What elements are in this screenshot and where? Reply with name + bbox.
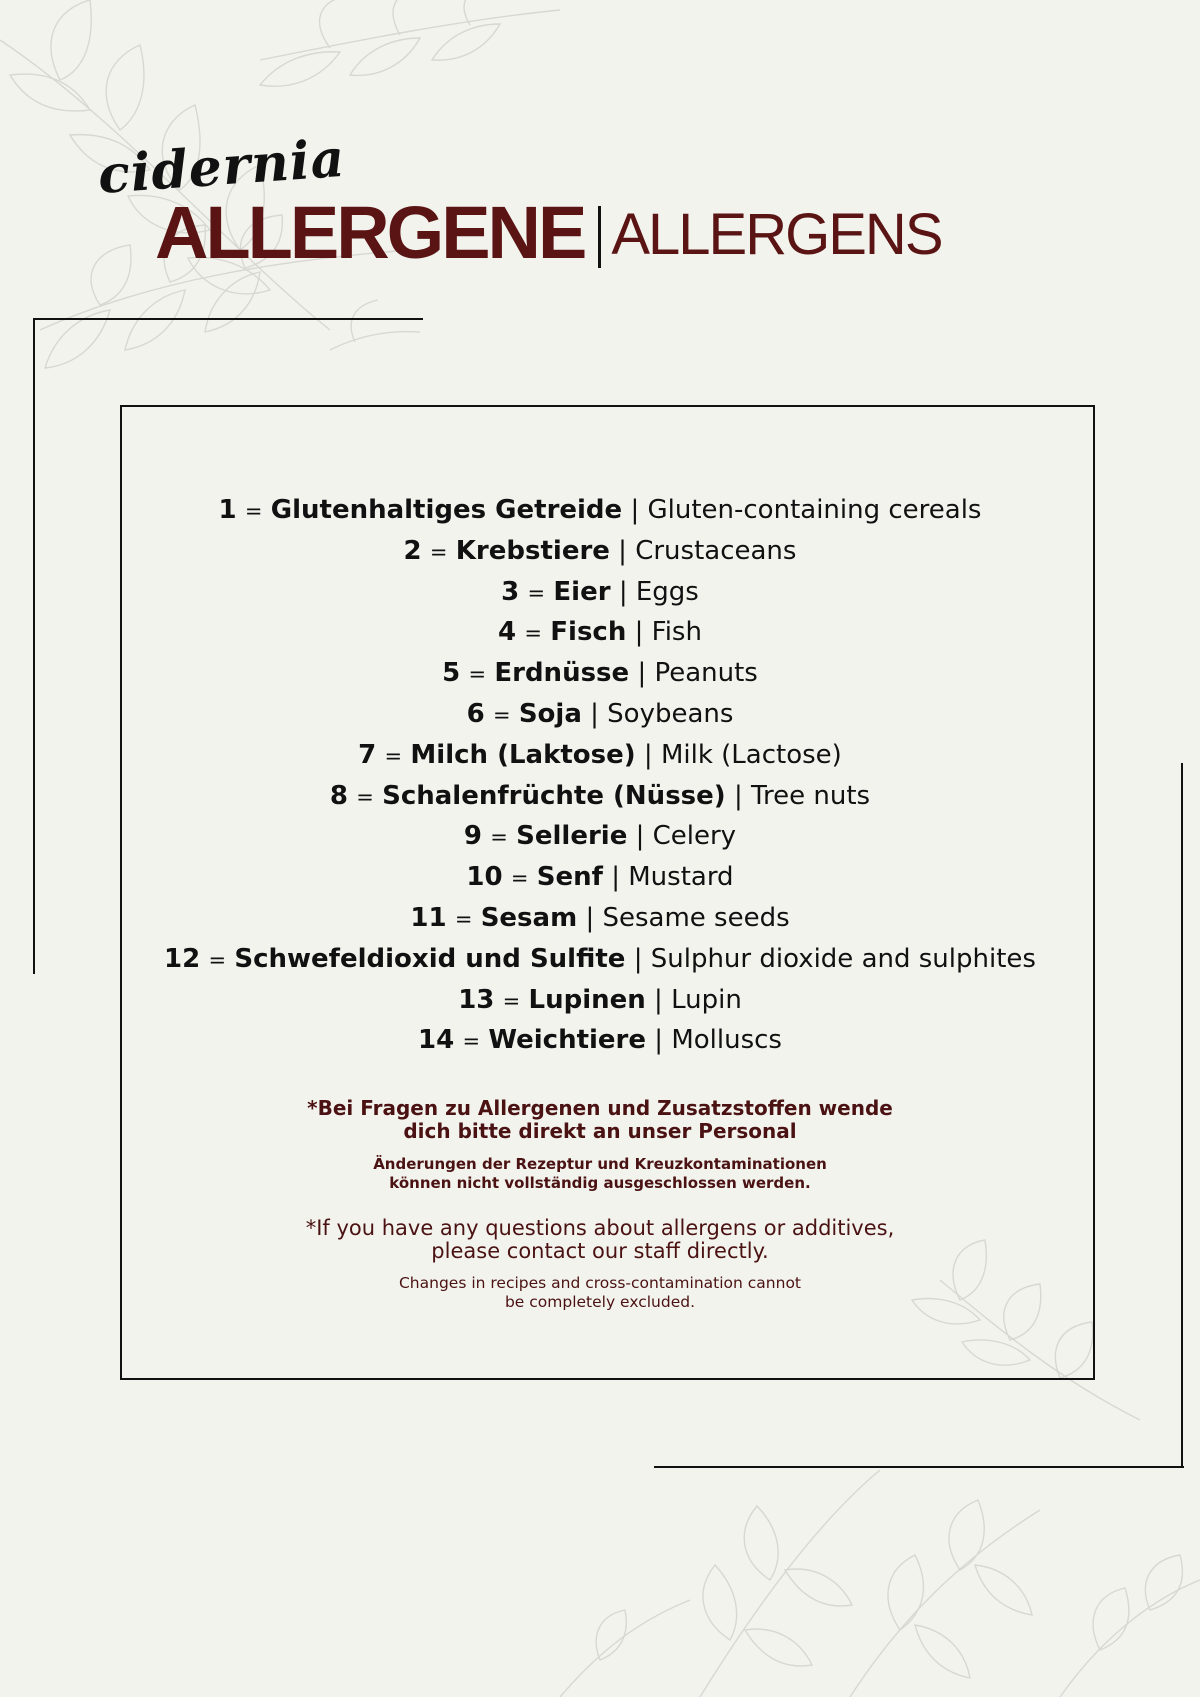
cidernia-logo: cidernia — [96, 127, 348, 206]
title-divider — [598, 206, 601, 268]
allergen-item-5: 5 = Erdnüsse | Peanuts — [442, 658, 758, 689]
allergen-item-7: 7 = Milch (Laktose) | Milk (Lactose) — [358, 739, 842, 770]
allergen-item-14: 14 = Weichtiere | Molluscs — [418, 1025, 782, 1056]
corner-line-top-left-horizontal — [33, 318, 423, 320]
note-english-main — [120, 1217, 1080, 1263]
note-english-disclaimer — [120, 1274, 1080, 1312]
allergen-item-1: 1 = Glutenhaltiges Getreide | Gluten-containing cereals — [218, 495, 982, 525]
allergen-item-12: 12 = Schwefeldioxid und Sulfite | Sulphur dioxide and sulphites — [164, 943, 1036, 974]
allergen-item-10: 10 = Senf | Mustard — [466, 862, 734, 893]
title-english: ALLERGENS — [611, 202, 942, 267]
note-line: Änderungen der Rezeptur und Kreuzkontaminationen — [373, 1155, 827, 1173]
allergen-item-11: 11 = Sesam | Sesame seeds — [410, 902, 790, 933]
note-german-disclaimer — [120, 1155, 1080, 1193]
note-german-main — [120, 1097, 1080, 1143]
title-german: ALLERGENE — [155, 191, 585, 274]
note-line: *Bei Fragen zu Allergenen und Zusatzstoffen wende — [307, 1096, 893, 1120]
allergen-item-3: 3 = Eier | Eggs — [501, 576, 699, 607]
corner-line-bottom-right-horizontal — [654, 1466, 1184, 1468]
allergen-list — [120, 490, 1080, 1061]
note-line: be completely excluded. — [504, 1293, 696, 1311]
note-line: dich bitte direkt an unser Personal — [403, 1119, 797, 1143]
corner-line-top-left-vertical — [33, 318, 35, 974]
allergen-item-8: 8 = Schalenfrüchte (Nüsse) | Tree nuts — [329, 780, 871, 811]
note-line: können nicht vollständig ausgeschlossen werden. — [389, 1174, 811, 1192]
allergen-item-4: 4 = Fisch | Fish — [498, 617, 702, 648]
note-line: please contact our staff directly. — [431, 1239, 769, 1263]
note-line: Changes in recipes and cross-contamination cannot — [398, 1274, 802, 1292]
allergen-item-13: 13 = Lupinen | Lupin — [458, 984, 742, 1015]
corner-line-bottom-right-vertical — [1181, 763, 1183, 1467]
allergen-item-2: 2 = Krebstiere | Crustaceans — [403, 535, 797, 566]
allergen-item-9: 9 = Sellerie | Celery — [463, 821, 737, 852]
page-title — [155, 191, 942, 274]
note-line: *If you have any questions about allergens or additives, — [305, 1216, 895, 1240]
allergen-item-6: 6 = Soja | Soybeans — [466, 698, 734, 729]
